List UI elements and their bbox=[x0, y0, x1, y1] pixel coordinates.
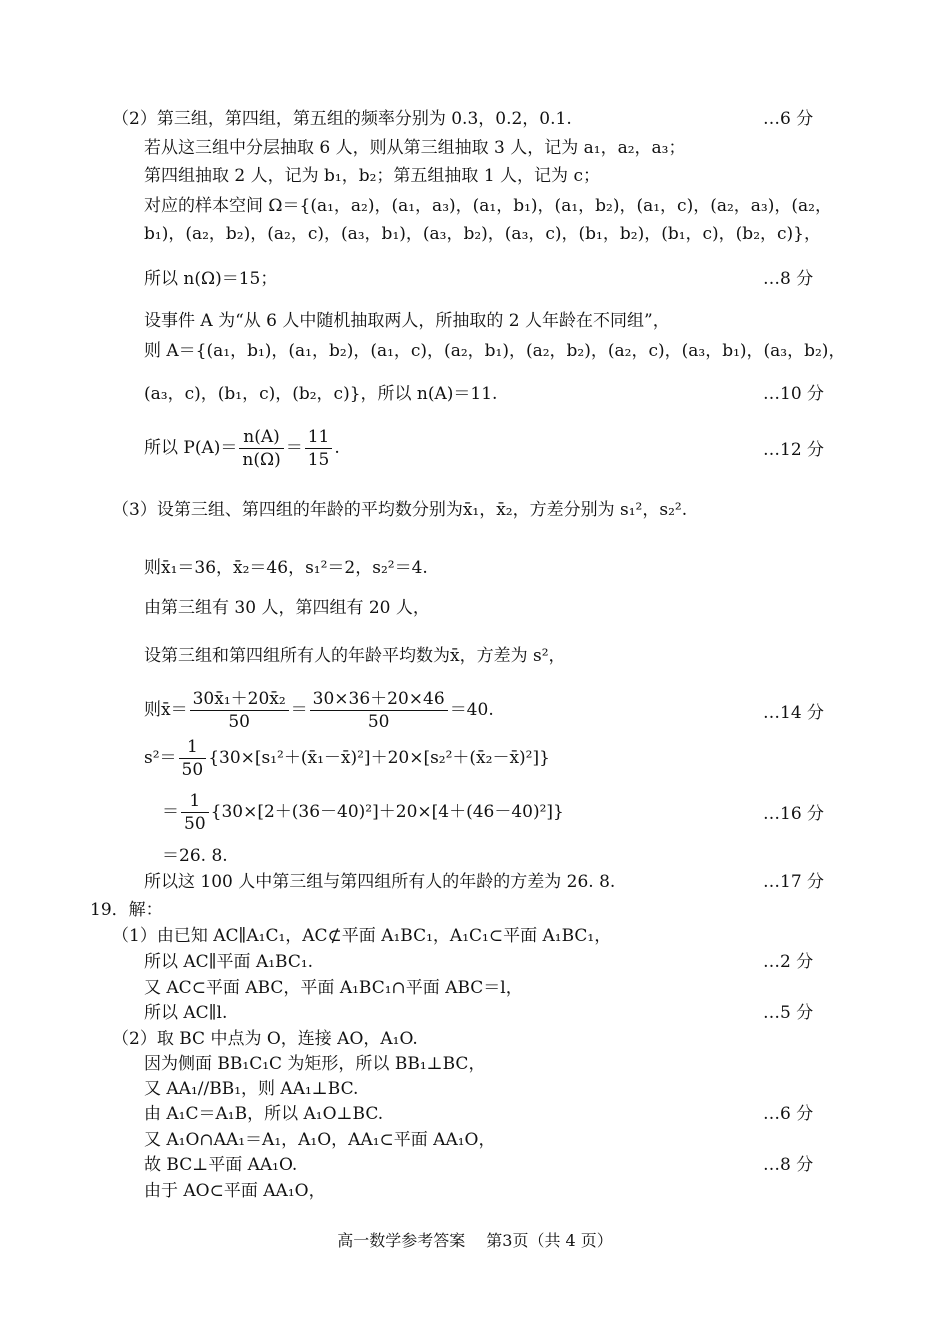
p2-line-1: （2）第三组，第四组，第五组的频率分别为 0.3，0.2，0.1. bbox=[112, 109, 572, 129]
q19-line-1: （1）由已知 AC∥A₁C₁，AC⊄平面 A₁BC₁，A₁C₁⊂平面 A₁BC₁， bbox=[112, 926, 612, 946]
q19-line-8: 由 A₁C＝A₁B，所以 A₁O⊥BC. bbox=[144, 1104, 384, 1124]
frac-num: 30×36＋20×46 bbox=[310, 688, 448, 711]
q19-line-9: 又 A₁O∩AA₁＝A₁，A₁O，AA₁⊂平面 AA₁O， bbox=[144, 1130, 496, 1150]
frac-den: 15 bbox=[307, 450, 330, 470]
fraction-1-over-50 bbox=[179, 736, 207, 781]
score-16: …16 分 bbox=[763, 804, 825, 824]
frac-den: 50 bbox=[181, 760, 204, 780]
q19-line-10: 故 BC⊥平面 AA₁O. bbox=[144, 1155, 298, 1175]
q19-line-5: （2）取 BC 中点为 O，连接 AO，A₁O. bbox=[112, 1029, 418, 1049]
p2-line-9: (a₃，c)，(b₁，c)，(b₂，c)}，所以 n(A)＝11. bbox=[144, 384, 498, 404]
variance-prefix: s²＝ bbox=[144, 748, 177, 768]
frac-num: n(A) bbox=[239, 426, 283, 449]
score-14: …14 分 bbox=[763, 703, 825, 723]
q19-header: 19．解： bbox=[90, 900, 163, 920]
q19-score-6: …6 分 bbox=[763, 1104, 814, 1124]
p2-line-2: 若从这三组中分层抽取 6 人，则从第三组抽取 3 人，记为 a₁，a₂，a₃； bbox=[144, 138, 686, 158]
p3-conclusion: 所以这 100 人中第三组与第四组所有人的年龄的方差为 26. 8. bbox=[144, 872, 616, 892]
p2-line-4: 对应的样本空间 Ω＝{(a₁，a₂)，(a₁，a₃)，(a₁，b₁)，(a₁，b₂)，(a₁，c)，(a₂，a₃)，(a₂， bbox=[144, 196, 832, 216]
equals-sign: ＝ bbox=[162, 802, 179, 822]
p3-line-1: （3）设第三组、第四组的年龄的平均数分别为x̄₁，x̄₂，方差分别为 s₁²，s₂². bbox=[112, 500, 688, 520]
score-6: …6 分 bbox=[763, 109, 814, 129]
p3-variance-result: ＝26. 8. bbox=[162, 846, 228, 866]
p3-variance-line-1 bbox=[144, 736, 550, 781]
page-footer: 高一数学参考答案 第3页（共 4 页） bbox=[337, 1231, 613, 1250]
q19-line-2: 所以 AC∥平面 A₁BC₁. bbox=[144, 952, 314, 972]
p2-probability-line bbox=[144, 426, 340, 471]
frac-den: 50 bbox=[184, 814, 206, 834]
fraction-numeric-mean bbox=[310, 688, 448, 733]
frac-num: 1 bbox=[181, 790, 209, 813]
fraction-weighted-mean bbox=[190, 688, 289, 733]
fraction-nA-over-nOmega bbox=[239, 426, 283, 471]
q19-line-7: 又 AA₁//BB₁，则 AA₁⊥BC. bbox=[144, 1079, 359, 1099]
frac-num: 30x̄₁＋20x̄₂ bbox=[190, 688, 289, 711]
q19-score-2: …2 分 bbox=[763, 952, 814, 972]
p2-line-7: 设事件 A 为“从 6 人中随机抽取两人，所抽取的 2 人年龄在不同组”， bbox=[144, 311, 670, 331]
p2-line-6: 所以 n(Ω)＝15； bbox=[144, 269, 278, 289]
p3-line-2: 则x̄₁＝36，x̄₂＝46，s₁²＝2，s₂²＝4. bbox=[144, 558, 428, 578]
score-8: …8 分 bbox=[763, 269, 814, 289]
p3-line-4: 设第三组和第四组所有人的年龄平均数为x̄，方差为 s²， bbox=[144, 646, 566, 666]
p3-variance-line-2 bbox=[162, 790, 564, 835]
p2-line-8: 则 A＝{(a₁，b₁)，(a₁，b₂)，(a₁，c)，(a₂，b₁)，(a₂，b₂)，(a₂，c)，(a₃，b₁)，(a₃，b₂)， bbox=[144, 341, 846, 361]
mean-result: ＝40. bbox=[449, 700, 494, 720]
frac-den: 50 bbox=[367, 712, 390, 732]
equals-sign: ＝ bbox=[290, 700, 308, 720]
q19-line-11: 由于 AO⊂平面 AA₁O， bbox=[144, 1181, 326, 1201]
q19-line-4: 所以 AC∥l. bbox=[144, 1003, 228, 1023]
q19-score-5: …5 分 bbox=[763, 1003, 814, 1023]
q19-score-8: …8 分 bbox=[763, 1155, 814, 1175]
frac-num: 11 bbox=[305, 426, 333, 449]
p2-line-5: b₁)，(a₂，b₂)，(a₂，c)，(a₃，b₁)，(a₃，b₂)，(a₃，c)，(b₁，b₂)，(b₁，c)，(b₂，c)}， bbox=[144, 224, 821, 244]
score-12: …12 分 bbox=[763, 440, 825, 460]
q19-line-3: 又 AC⊂平面 ABC，平面 A₁BC₁∩平面 ABC＝l， bbox=[144, 978, 523, 998]
period: . bbox=[334, 438, 340, 458]
p2-line-3: 第四组抽取 2 人，记为 b₁，b₂；第五组抽取 1 人，记为 c； bbox=[144, 166, 600, 186]
q19-line-6: 因为侧面 BB₁C₁C 为矩形，所以 BB₁⊥BC， bbox=[144, 1054, 486, 1074]
fraction-1-over-50 bbox=[181, 790, 209, 835]
score-10: …10 分 bbox=[763, 384, 825, 404]
p2-prob-prefix: 所以 P(A)＝ bbox=[144, 438, 238, 458]
mean-prefix: 则x̄＝ bbox=[144, 700, 188, 720]
p3-line-3: 由第三组有 30 人，第四组有 20 人， bbox=[144, 598, 430, 618]
variance-numeric: {30×[2＋(36－40)²]＋20×[4＋(46－40)²]} bbox=[210, 802, 564, 822]
fraction-11-over-15 bbox=[305, 426, 333, 471]
p3-mean-line bbox=[144, 688, 494, 733]
equals-sign: ＝ bbox=[285, 438, 303, 458]
score-17: …17 分 bbox=[763, 872, 825, 892]
variance-formula: {30×[s₁²＋(x̄₁－x̄)²]＋20×[s₂²＋(x̄₂－x̄)²]} bbox=[208, 748, 550, 768]
frac-num: 1 bbox=[179, 736, 207, 759]
frac-den: n(Ω) bbox=[242, 450, 281, 470]
frac-den: 50 bbox=[228, 712, 250, 732]
